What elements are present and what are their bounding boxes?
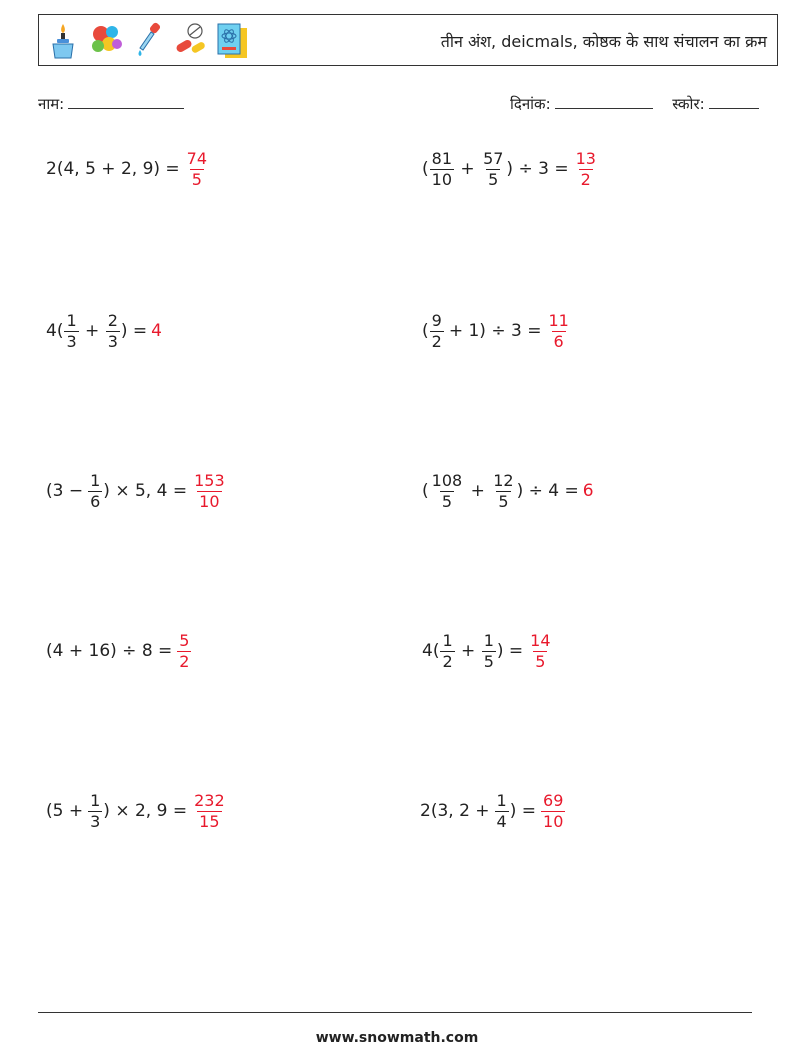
problem-expression: ) ÷ 3 =: [506, 159, 569, 179]
fraction: $\frac{1}{3}$: [66, 310, 77, 351]
answer-fraction: $\frac{69}{10}$: [543, 790, 564, 831]
problem-6: ( $\frac{108}{5}$ + $\frac{12}{5}$ ) ÷ 4 = 6: [422, 470, 594, 511]
answer-fraction: $\frac{153}{10}$: [194, 470, 225, 511]
problem-expression: 2(4, 5 + 2, 9) =: [46, 159, 180, 179]
footer-url[interactable]: www.snowmath.com: [315, 1030, 479, 1046]
problem-10: [420, 786, 566, 836]
fraction: $\frac{81}{10}$: [431, 148, 452, 189]
name-blank: [68, 94, 184, 109]
fraction: $\frac{1}{2}$: [442, 630, 453, 671]
problem-3: 4( $\frac{1}{3}$ + $\frac{2}{3}$ ) = 4: [46, 310, 162, 351]
score-blank: [709, 94, 759, 109]
problem-8: 4( $\frac{1}{2}$ + $\frac{1}{5}$ ) = $\frac{14}{5}$: [422, 630, 551, 671]
name-label: नाम:: [38, 95, 65, 113]
fraction: $\frac{9}{2}$: [431, 310, 442, 351]
answer-fraction: $\frac{13}{2}$: [575, 148, 596, 189]
footer-divider: [38, 1012, 752, 1013]
header-icons: [47, 20, 249, 60]
answer-fraction: $\frac{5}{2}$: [179, 630, 190, 671]
problem-expression: 4(: [46, 321, 64, 341]
dropper-icon: [131, 20, 165, 60]
fraction: $\frac{1}{6}$: [90, 470, 101, 511]
atom-book-icon: [215, 20, 249, 60]
date-score-field: [510, 94, 759, 114]
problem-expression: ) =: [509, 801, 537, 821]
fraction: $\frac{12}{5}$: [493, 470, 514, 511]
worksheet-header: [38, 14, 778, 66]
fraction: $\frac{1}{4}$: [496, 790, 507, 831]
fraction: $\frac{108}{5}$: [431, 470, 463, 511]
problem-expression: (4 + 16) ÷ 8 =: [46, 641, 173, 661]
date-blank: [555, 94, 653, 109]
problem-1: [46, 144, 210, 194]
problem-expression: ) =: [120, 321, 148, 341]
balloons-icon: [89, 20, 123, 60]
answer-fraction: $\frac{232}{15}$: [194, 790, 225, 831]
score-label: स्कोर:: [672, 95, 705, 113]
problem-expression: (3 −: [46, 481, 84, 501]
answer-fraction: $\frac{14}{5}$: [530, 630, 551, 671]
fraction: $\frac{1}{3}$: [90, 790, 101, 831]
problem-expression: ) ÷ 4 =: [516, 481, 579, 501]
problem-2: ( $\frac{81}{10}$ + $\frac{57}{5}$ ) ÷ 3 = $\frac{13}{2}$: [422, 148, 596, 189]
problem-expression: + 1) ÷ 3 =: [448, 321, 542, 341]
date-label: दिनांक:: [510, 95, 551, 113]
problem-9: [46, 786, 228, 836]
problem-7: [46, 626, 192, 676]
problem-4: ( $\frac{9}{2}$ + 1) ÷ 3 = $\frac{11}{6}$: [422, 310, 569, 351]
problem-expression: 2(3, 2 +: [420, 801, 490, 821]
pills-icon: [173, 20, 207, 60]
answer-fraction: $\frac{11}{6}$: [548, 310, 569, 351]
name-field: [38, 94, 184, 114]
problem-5: [46, 466, 228, 516]
answer-value: 4: [151, 321, 162, 341]
answer-value: 6: [582, 481, 594, 501]
oil-lamp-icon: [47, 20, 81, 60]
problem-expression: ) × 2, 9 =: [103, 801, 188, 821]
problem-expression: ) =: [496, 641, 524, 661]
problem-expression: ) × 5, 4 =: [103, 481, 188, 501]
fraction: $\frac{57}{5}$: [483, 148, 504, 189]
fraction: $\frac{1}{5}$: [483, 630, 494, 671]
fraction: $\frac{2}{3}$: [107, 310, 118, 351]
problem-expression: 4(: [422, 641, 440, 661]
worksheet-title: तीन अंश, deicmals, कोष्ठक के साथ संचालन का क्रम: [440, 32, 767, 51]
problem-expression: (5 +: [46, 801, 84, 821]
answer-fraction: $\frac{74}{5}$: [186, 148, 208, 189]
